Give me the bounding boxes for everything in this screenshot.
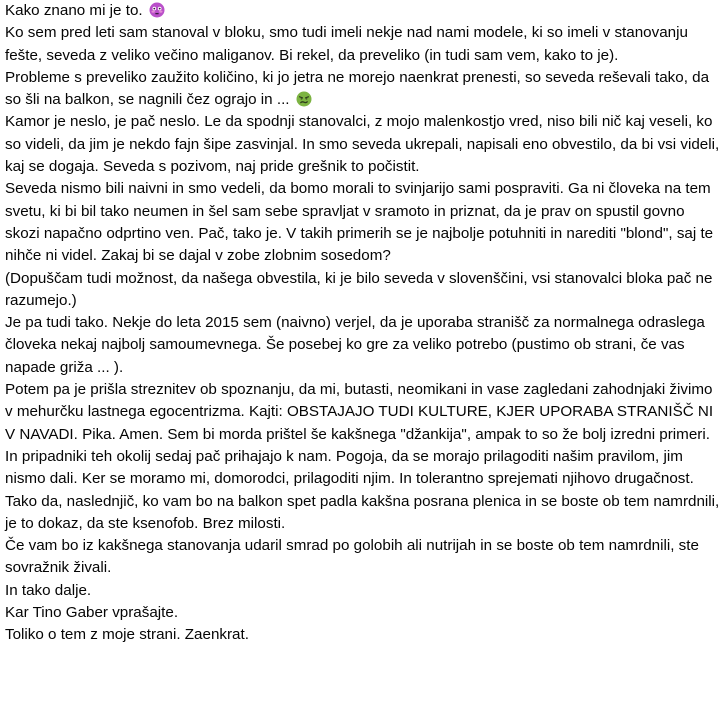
paragraph-text: Probleme s preveliko zaužito količino, ki jo jetra ne morejo naenkrat prenesti, so seveda reševali tako, da so šli na balkon, se nagnili čez ograjo in ... bbox=[5, 68, 710, 109]
post-paragraph-8: Potem pa je prišla streznitev ob spoznanju, da mi, butasti, neomikani in vase zagledani zahodnjaki živimo v mehurčku lastnega egocentrizma. Kajti: OBSTAJAJO TUDI KULTURE, KJER UPORABA STRANIŠČ NI V NAVADI. Pika. Amen. Sem bi morda prištel še kakšnega "džankija", ampak to so že bolj izredni primeri. bbox=[5, 381, 714, 443]
post-paragraph-5: Seveda nismo bili naivni in smo vedeli, da bomo morali to svinjarijo sami pospraviti. Ga ni človeka na tem svetu, ki bi bil tako neumen in šel sam sebe spravljat v sramoto in priznat, da je prav on spustil govno skozi napačno odprtino ven. Pač, tako je. V takih primerih se je najbolje potuhniti in narediti "blond", saj te nihče ni videl. Zakaj bi se dajal v zobe zlobnim sosedom? bbox=[5, 180, 714, 265]
post-paragraph-13: Kar Tino Gaber vprašajte. bbox=[5, 604, 179, 622]
post-paragraph-4: Kamor je neslo, je pač neslo. Le da spodnji stanovalci, z mojo malenkostjo vred, niso bili nič kaj veseli, ko so videli, da jim je nekdo fajn šipe zasvinjal. In smo seveda ukrepali, napisali eno obvestilo, da bi vsi videli, kaj se dogaja. Seveda s pozivom, naj pride grešnik to počistit. bbox=[5, 113, 720, 176]
post-paragraph-6: (Dopuščam tudi možnost, da našega obvestila, ki je bilo seveda v slovenščini, vsi stanovalci bloka pač ne razumejo.) bbox=[5, 269, 713, 309]
post-paragraph-11: Če vam bo iz kakšnega stanovanja udaril smrad po golobih ali nutrijah in se boste ob tem namrdnili, ste sovražnik živali. bbox=[5, 537, 699, 577]
post-paragraph-3 bbox=[5, 67, 721, 112]
post-paragraph-1 bbox=[5, 0, 721, 22]
post-paragraph-7: Je pa tudi tako. Nekje do leta 2015 sem (naivno) verjel, da je uporaba stranišč za normalnega odraslega človeka nekaj najbolj samoumevnega. Še posebej ko gre za veliko potrebo (pustimo ob strani, če vas napade griža ... ). bbox=[5, 314, 705, 376]
nauseated-face-emoji-icon bbox=[296, 91, 312, 107]
post-paragraph-14: Toliko o tem z moje strani. Zaenkrat. bbox=[5, 626, 249, 644]
post-paragraph-12: In tako dalje. bbox=[5, 581, 92, 599]
flushed-face-emoji-icon bbox=[149, 2, 165, 18]
post-paragraph-9: In pripadniki teh okolij sedaj pač prihajajo k nam. Pogoja, da se morajo prilagoditi našim pravilom, jim nismo dali. Ker se moramo mi, domorodci, prilagoditi njim. In tolerantno sprejemati njihovo drugačnost. bbox=[5, 447, 694, 488]
post-paragraph-10: Tako da, naslednjič, ko vam bo na balkon spet padla kakšna posrana plenica in se boste ob tem namrdnili, je to dokaz, da ste ksenofob. Brez milosti. bbox=[5, 492, 720, 532]
post-paragraph-2: Ko sem pred leti sam stanoval v bloku, smo tudi imeli nekje nad nami modele, ki so imeli v stanovanju fešte, seveda z veliko večino maliganov. Bi rekel, da preveliko (in tudi sam vem, kako to je). bbox=[5, 24, 688, 64]
paragraph-text: Kako znano mi je to. bbox=[5, 2, 147, 19]
